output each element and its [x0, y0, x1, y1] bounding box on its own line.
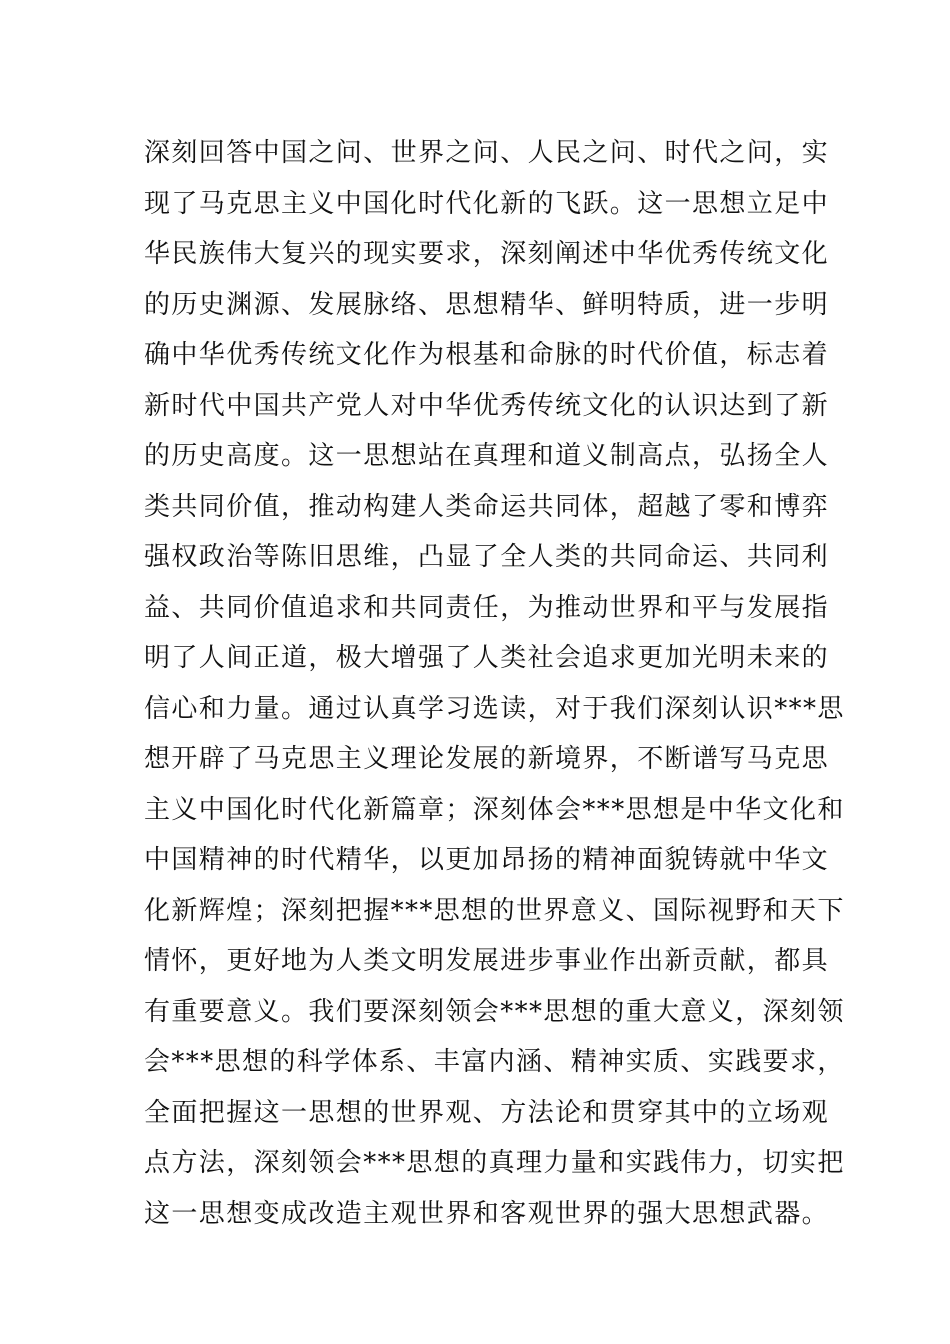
text-line: 信心和力量。通过认真学习选读，对于我们深刻认识***思: [144, 693, 845, 724]
text-line: 这一思想变成改造主观世界和客观世界的强大思想武器。: [144, 1198, 830, 1229]
text-line: 化新辉煌；深刻把握***思想的世界意义、国际视野和天下: [144, 895, 845, 926]
text-line: 想开辟了马克思主义理论发展的新境界，不断谱写马克思: [144, 744, 830, 774]
text-line: 主义中国化时代化新篇章；深刻体会***思想是中华文化和: [144, 794, 845, 825]
text-line: 全面把握这一思想的世界观、方法论和贯穿其中的立场观: [144, 1097, 830, 1128]
text-line: 确中华优秀传统文化作为根基和命脉的时代价值，标志着: [144, 340, 830, 370]
text-line: 类共同价值，推动构建人类命运共同体，超越了零和博弈: [144, 491, 830, 522]
text-line: 情怀，更好地为人类文明发展进步事业作出新贡献，都具: [144, 946, 830, 976]
text-line: 益、共同价值追求和共同责任，为推动世界和平与发展指: [144, 592, 830, 623]
text-line: 深刻回答中国之问、世界之问、人民之问、时代之问，实: [144, 138, 830, 168]
body-paragraph: [144, 128, 845, 1239]
text-line: 华民族伟大复兴的现实要求，深刻阐述中华优秀传统文化: [144, 239, 830, 269]
text-line: 点方法，深刻领会***思想的真理力量和实践伟力，切实把: [144, 1148, 845, 1178]
text-line: 的历史渊源、发展脉络、思想精华、鲜明特质，进一步明: [144, 289, 830, 320]
text-line: 现了马克思主义中国化时代化新的飞跃。这一思想立足中: [144, 188, 830, 219]
text-line: 新时代中国共产党人对中华优秀传统文化的认识达到了新: [144, 390, 830, 421]
text-line: 的历史高度。这一思想站在真理和道义制高点，弘扬全人: [144, 441, 830, 471]
text-line: 明了人间正道，极大增强了人类社会追求更加光明未来的: [144, 643, 830, 673]
text-line: 强权政治等陈旧思维，凸显了全人类的共同命运、共同利: [144, 542, 830, 572]
text-line: 有重要意义。我们要深刻领会***思想的重大意义，深刻领: [144, 996, 845, 1027]
text-line: 中国精神的时代精华，以更加昂扬的精神面貌铸就中华文: [144, 845, 830, 875]
text-line: 会***思想的科学体系、丰富内涵、精神实质、实践要求，: [144, 1047, 845, 1077]
